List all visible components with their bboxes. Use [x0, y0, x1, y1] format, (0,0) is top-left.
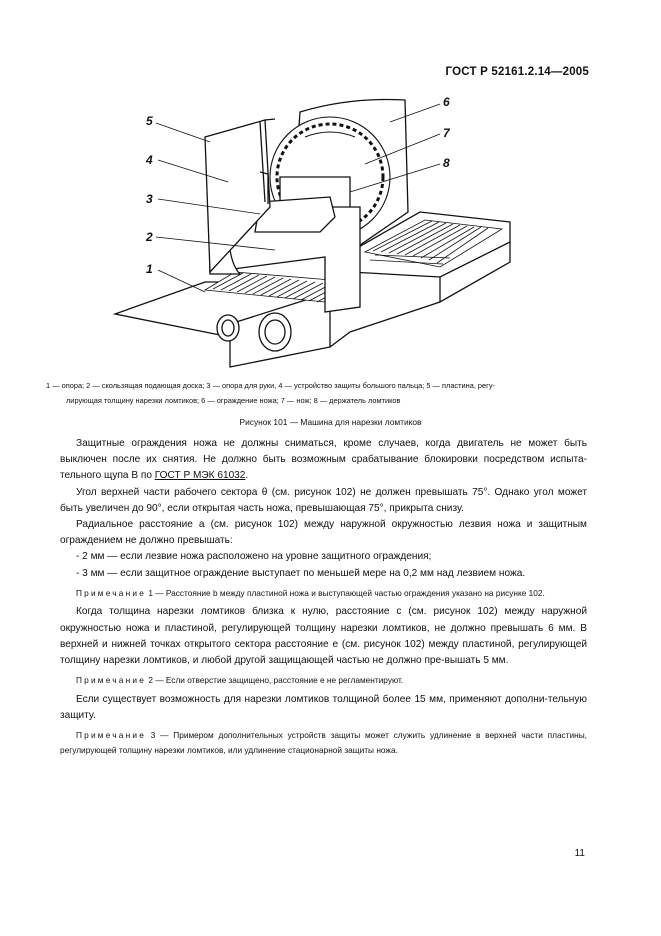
note-label: Примечание	[76, 675, 147, 686]
note-text: 1 — Расстояние b между пластиной ножа и выступающей частью ограждения указано на рисунке 102.	[146, 587, 545, 598]
list-item: - 2 мм — если лезвие ножа расположено на уровне защитного ограждения;	[76, 551, 432, 563]
paragraph	[60, 436, 587, 485]
callout-7: 7	[443, 126, 450, 140]
legend-line: 1 — опора; 2 — скользящая подающая доска; 3 — опора для руки, 4 — устройство защиты большого пальца; 5 — пластина, регу-	[46, 381, 496, 390]
body-text	[60, 436, 587, 757]
note-label: Примечание	[76, 730, 147, 741]
document-code: ГОСТ Р 52161.2.14—2005	[445, 66, 589, 78]
callout-5: 5	[146, 114, 153, 128]
slicer-machine-drawing	[110, 92, 530, 372]
callout-8: 8	[443, 156, 450, 170]
callout-1: 1	[146, 262, 153, 276]
paragraph: Радиальное расстояние a (см. рисунок 102) между наружной окружностью лезвия ножа и защитным ограждением не должно превышать:	[60, 519, 587, 547]
figure-caption: Рисунок 101 — Машина для нарезки ломтиков	[239, 417, 422, 427]
list-item: - 3 мм — если защитное ограждение выступает по меньшей мере на 0,2 мм над лезвием ножа.	[76, 567, 526, 579]
page-number: 11	[574, 848, 585, 859]
note-label: Примечание	[76, 587, 147, 598]
paragraph: Когда толщина нарезки ломтиков близка к нулю, расстояние c (см. рисунок 102) между наружной окружностью ножа и пластиной, регулирующей толщину нарезки ломтиков, не должно превышать 6 мм. В верхней и нижней точках открытого сектора расстояние e (см. рисунок 102) между пластиной, регулирующей толщину нарезки ломтиков, и любой другой защищающей частью не должно пре-вышать 5 мм.	[60, 606, 587, 666]
note	[60, 586, 587, 601]
note-text: 2 — Если отверстие защищено, расстояние e не регламентируют.	[146, 675, 404, 686]
callout-2: 2	[146, 230, 153, 244]
figure-legend	[46, 378, 606, 408]
callout-3: 3	[146, 192, 153, 206]
note	[60, 673, 587, 688]
paragraph-text: Защитные ограждения ножа не должны сниматься, кроме случаев, когда двигатель не может быть выключен после их снятия. Не должно быть возможным срабатывание блокировки посредством испыта-тельного щупа В по	[60, 438, 587, 482]
paragraph-text: .	[245, 470, 249, 482]
paragraph: Если существует возможность для нарезки ломтиков толщиной более 15 мм, применяют дополни-тельную защиту.	[60, 693, 587, 721]
note	[60, 728, 587, 757]
callout-6: 6	[443, 95, 450, 109]
legend-line: лирующая толщину нарезки ломтиков; 6 — ограждение ножа; 7 — нож; 8 — держатель ломтиков	[66, 396, 401, 405]
note-text: 3 — Примером дополнительных устройств защиты может служить удлинение в верхней части пластины, регулирующей толщину нарезки ломтиков, или удлинение стационарной защиты ножа.	[60, 730, 587, 755]
paragraph: Угол верхней части рабочего сектора θ (см. рисунок 102) не должен превышать 75°. Однако угол может быть увеличен до 90°, если открытая часть ножа, превышающая 75°, прикрыта снизу.	[60, 486, 587, 514]
callout-4: 4	[146, 153, 153, 167]
standard-reference-link[interactable]: ГОСТ Р МЭК 61032	[154, 470, 246, 482]
